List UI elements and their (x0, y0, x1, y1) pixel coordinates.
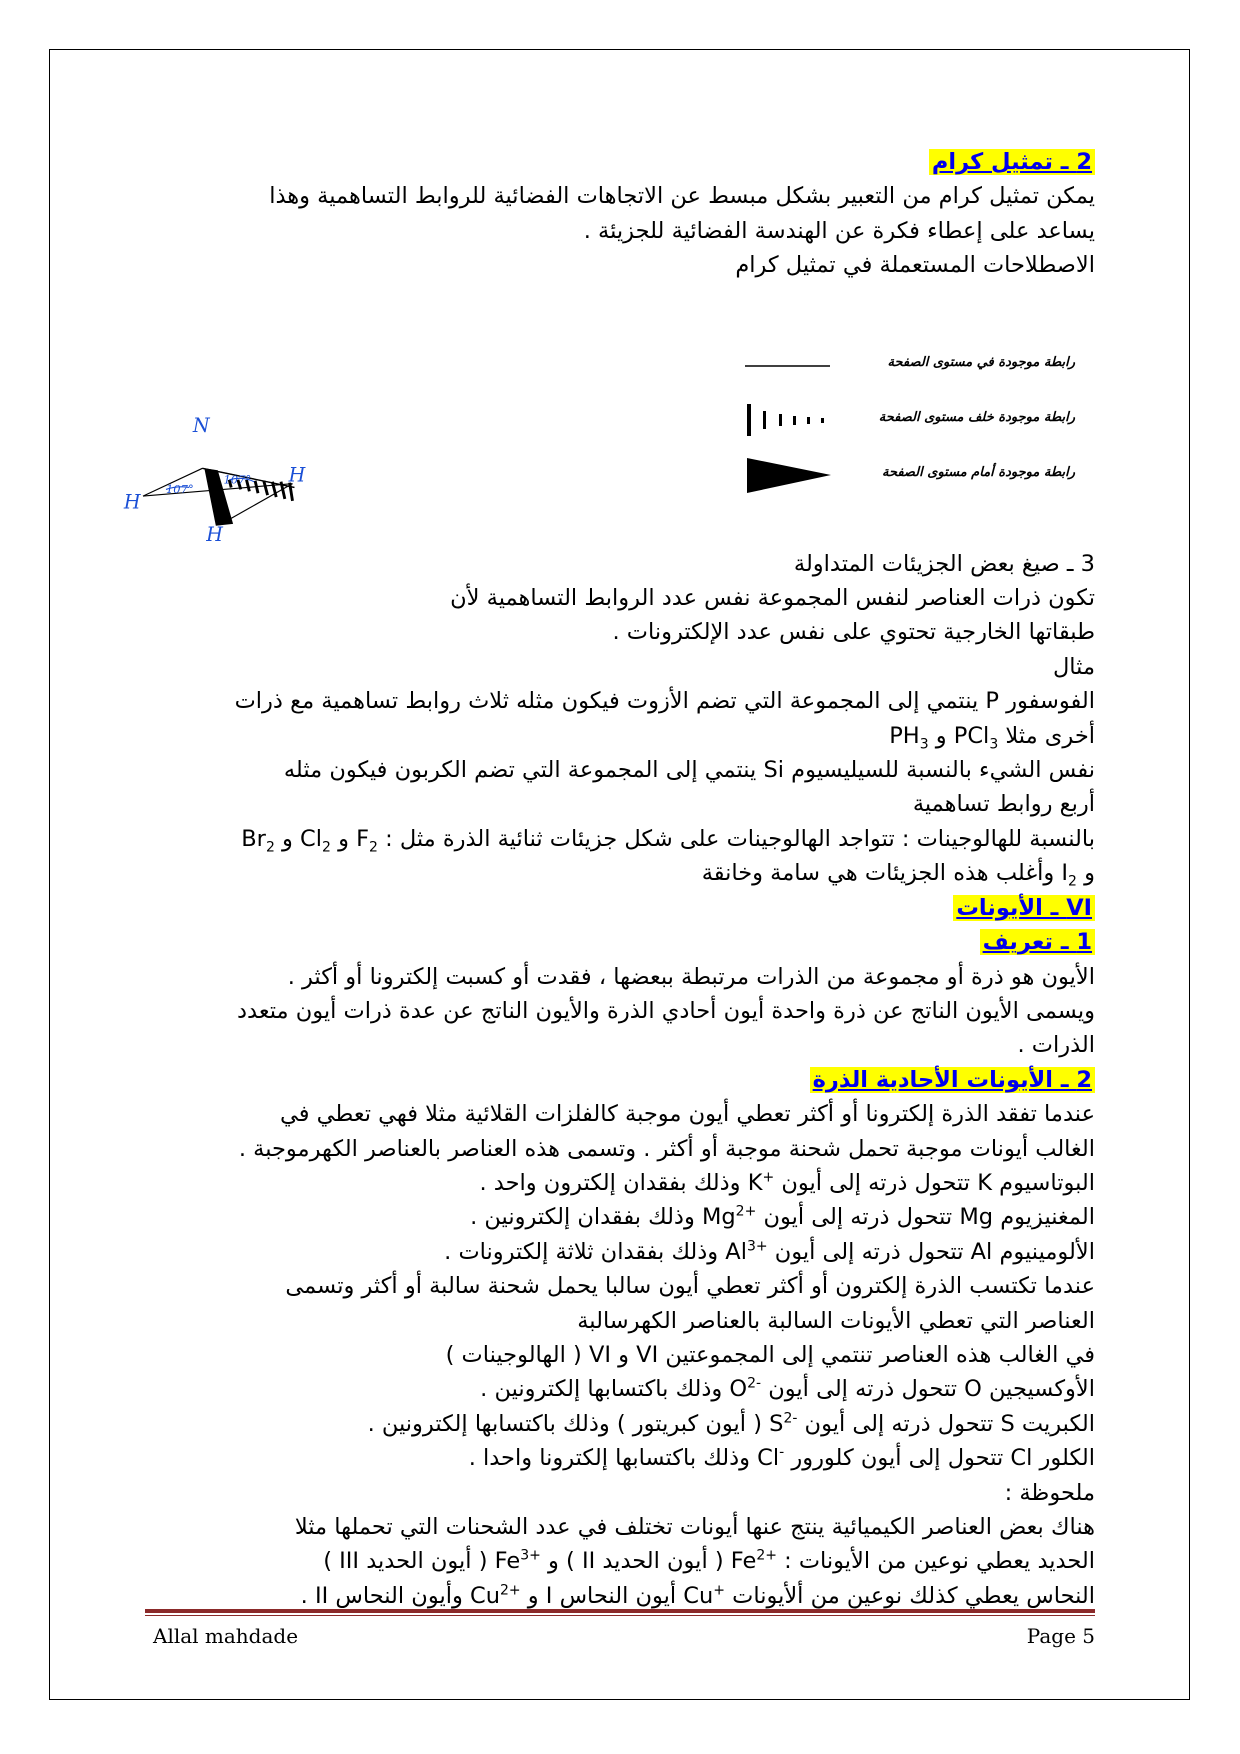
paragraph-line: هناك بعض العناصر الكيميائية ينتج عنها أيونات تختلف في عدد الشحنات التي تحملها مثلا (294, 1514, 1095, 1540)
paragraph-line: في الغالب هذه العناصر تنتمي إلى المجموعتين VI و VI ( الهالوجينات ) (445, 1341, 1095, 1368)
paragraph-line: طبقاتها الخارجية تحتوي على نفس عدد الإلكترونات . (612, 619, 1095, 646)
footer-rule (145, 1609, 1095, 1613)
footer-rule-thin (145, 1615, 1095, 1616)
paragraph-line: الاصطلاحات المستعملة في تمثيل كرام (735, 252, 1095, 279)
footer-author: Allal mahdade (153, 1624, 299, 1648)
paragraph-line: الحديد يعطي نوعين من الأيونات : $Fe^{2+}$ ( أيون الحديد II ) و $Fe^{3+}$ ( أيون الحديد III ) (323, 1547, 1095, 1575)
section3-title: 3 ـ صيغ بعض الجزيئات المتداولة (793, 550, 1095, 577)
paragraph-line: العناصر التي تعطي الأيونات السالبة بالعناصر الكهرسالبة (577, 1307, 1095, 1334)
in-plane-bond-icon (735, 345, 835, 385)
paragraph-line: المغنيزيوم Mg تتحول ذرته إلى أيون $Mg^{2+}$ وذلك بفقدان إلكترونين . (470, 1203, 1095, 1231)
hydrogen-label: H (206, 523, 223, 547)
legend-row-behind: رابطة موجودة خلف مستوى الصفحة (735, 400, 1075, 440)
hashed-bond-icon (735, 400, 835, 440)
paragraph-line: و $I_2$ وأغلب هذه الجزيئات هي سامة وخانقة (701, 860, 1095, 890)
bond-angle-label: 107° (223, 472, 252, 487)
paragraph-line: عندما تفقد الذرة إلكترونا أو أكثر تعطي أيون موجبة كالفلزات القلائية مثلا فهي تعطي في (279, 1101, 1095, 1128)
paragraph-line: النحاس يعطي كذلك نوعين من ألأيونات Cu+ أيون النحاس I و $Cu^{2+}$ وأيون النحاس II . (300, 1582, 1095, 1609)
legend-row-in-plane: رابطة موجودة في مستوى الصفحة (735, 345, 1075, 385)
paragraph-line: أخرى مثلا PCl$_3$ و $PH_3$ (889, 722, 1095, 753)
bond-angle-label: 107° (166, 482, 194, 497)
paragraph-line: مثال (1052, 653, 1095, 680)
paragraph-line: بالنسبة للهالوجينات : تتواجد الهالوجينات على شكل جزيئات ثنائية الذرة مثل : $F_2$ و $Cl_2$ و $Br_2$ (241, 825, 1095, 856)
page-number: Page 5 (1026, 1624, 1095, 1648)
paragraph-line: الفوسفور P ينتمي إلى المجموعة التي تضم الأزوت فيكون مثله ثلاث روابط تساهمية مع ذرات (234, 688, 1095, 715)
paragraph-line: البوتاسيوم K تتحول ذرته إلى أيون K+ وذلك بفقدان إلكترون واحد . (479, 1169, 1095, 1196)
paragraph-line: الألومينيوم Al تتحول ذرته إلى أيون $Al^{3+}$ وذلك بفقدان ثلاثة إلكترونات . (444, 1238, 1095, 1265)
nitrogen-label: N (192, 413, 210, 437)
paragraph-line: الكلور Cl تتحول إلى أيون كلورور Cl- وذلك باكتسابها إلكترونا واحدا . (468, 1444, 1095, 1472)
ammonia-cram-diagram (120, 412, 350, 562)
note-label: ملحوظة : (1004, 1479, 1095, 1506)
paragraph-line: تكون ذرات العناصر لنفس المجموعة نفس عدد الروابط التساهمية لأن (450, 585, 1095, 612)
wedge-bond-icon (735, 455, 835, 495)
paragraph-line: ويسمى الأيون الناتج عن ذرة واحدة أيون أحادي الذرة والأيون الناتج عن عدة ذرات أيون متعدد (237, 997, 1095, 1024)
paragraph-line: الأوكسيجين O تتحول ذرته إلى أيون $O^{2-}$ وذلك باكتسابها إلكترونين . (480, 1375, 1095, 1403)
hydrogen-label: H (123, 490, 141, 514)
paragraph-line: عندما تكتسب الذرة إلكترون أو أكثر تعطي أيون سالبا يحمل شحنة سالبة أو أكثر وتسمى (285, 1273, 1095, 1300)
paragraph-line: نفس الشيء بالنسبة للسيليسيوم Si ينتمي إلى المجموعة التي تضم الكربون فيكون مثله (283, 757, 1095, 784)
hydrogen-label: H (288, 463, 306, 487)
heading-monatomic-ions: 2 ـ الأيونات الأحادية الذرة (810, 1067, 1095, 1093)
paragraph-line: الأيون هو ذرة أو مجموعة من الذرات مرتبطة ببعضها ، فقدت أو كسبت إلكترونا أو أكثر . (287, 963, 1095, 990)
legend-row-front: رابطة موجودة أمام مستوى الصفحة (735, 455, 1075, 495)
paragraph-line: يساعد على إعطاء فكرة عن الهندسة الفضائية للجزيئة . (583, 217, 1095, 244)
heading-definition: 1 ـ تعريف (980, 929, 1095, 955)
paragraph-line: الذرات . (1017, 1032, 1095, 1059)
paragraph-line: الكبريت S تتحول ذرته إلى أيون $S^{2-}$ ( أيون كبريتور ) وذلك باكتسابها إلكترونين . (367, 1410, 1095, 1437)
cram-legend (735, 345, 1075, 525)
heading-ions: VI ـ الأيونات (953, 895, 1095, 921)
paragraph-line: الغالب أيونات موجبة تحمل شحنة موجبة أو أكثر . وتسمى هذه العناصر بالعناصر الكهرموجبة . (238, 1135, 1095, 1162)
paragraph-line: أربع روابط تساهمية (912, 791, 1095, 818)
heading-cram: 2 ـ تمثيل كرام (929, 149, 1095, 175)
paragraph-line: يمكن تمثيل كرام من التعبير بشكل مبسط عن الاتجاهات الفضائية للروابط التساهمية وهذا (269, 183, 1095, 210)
